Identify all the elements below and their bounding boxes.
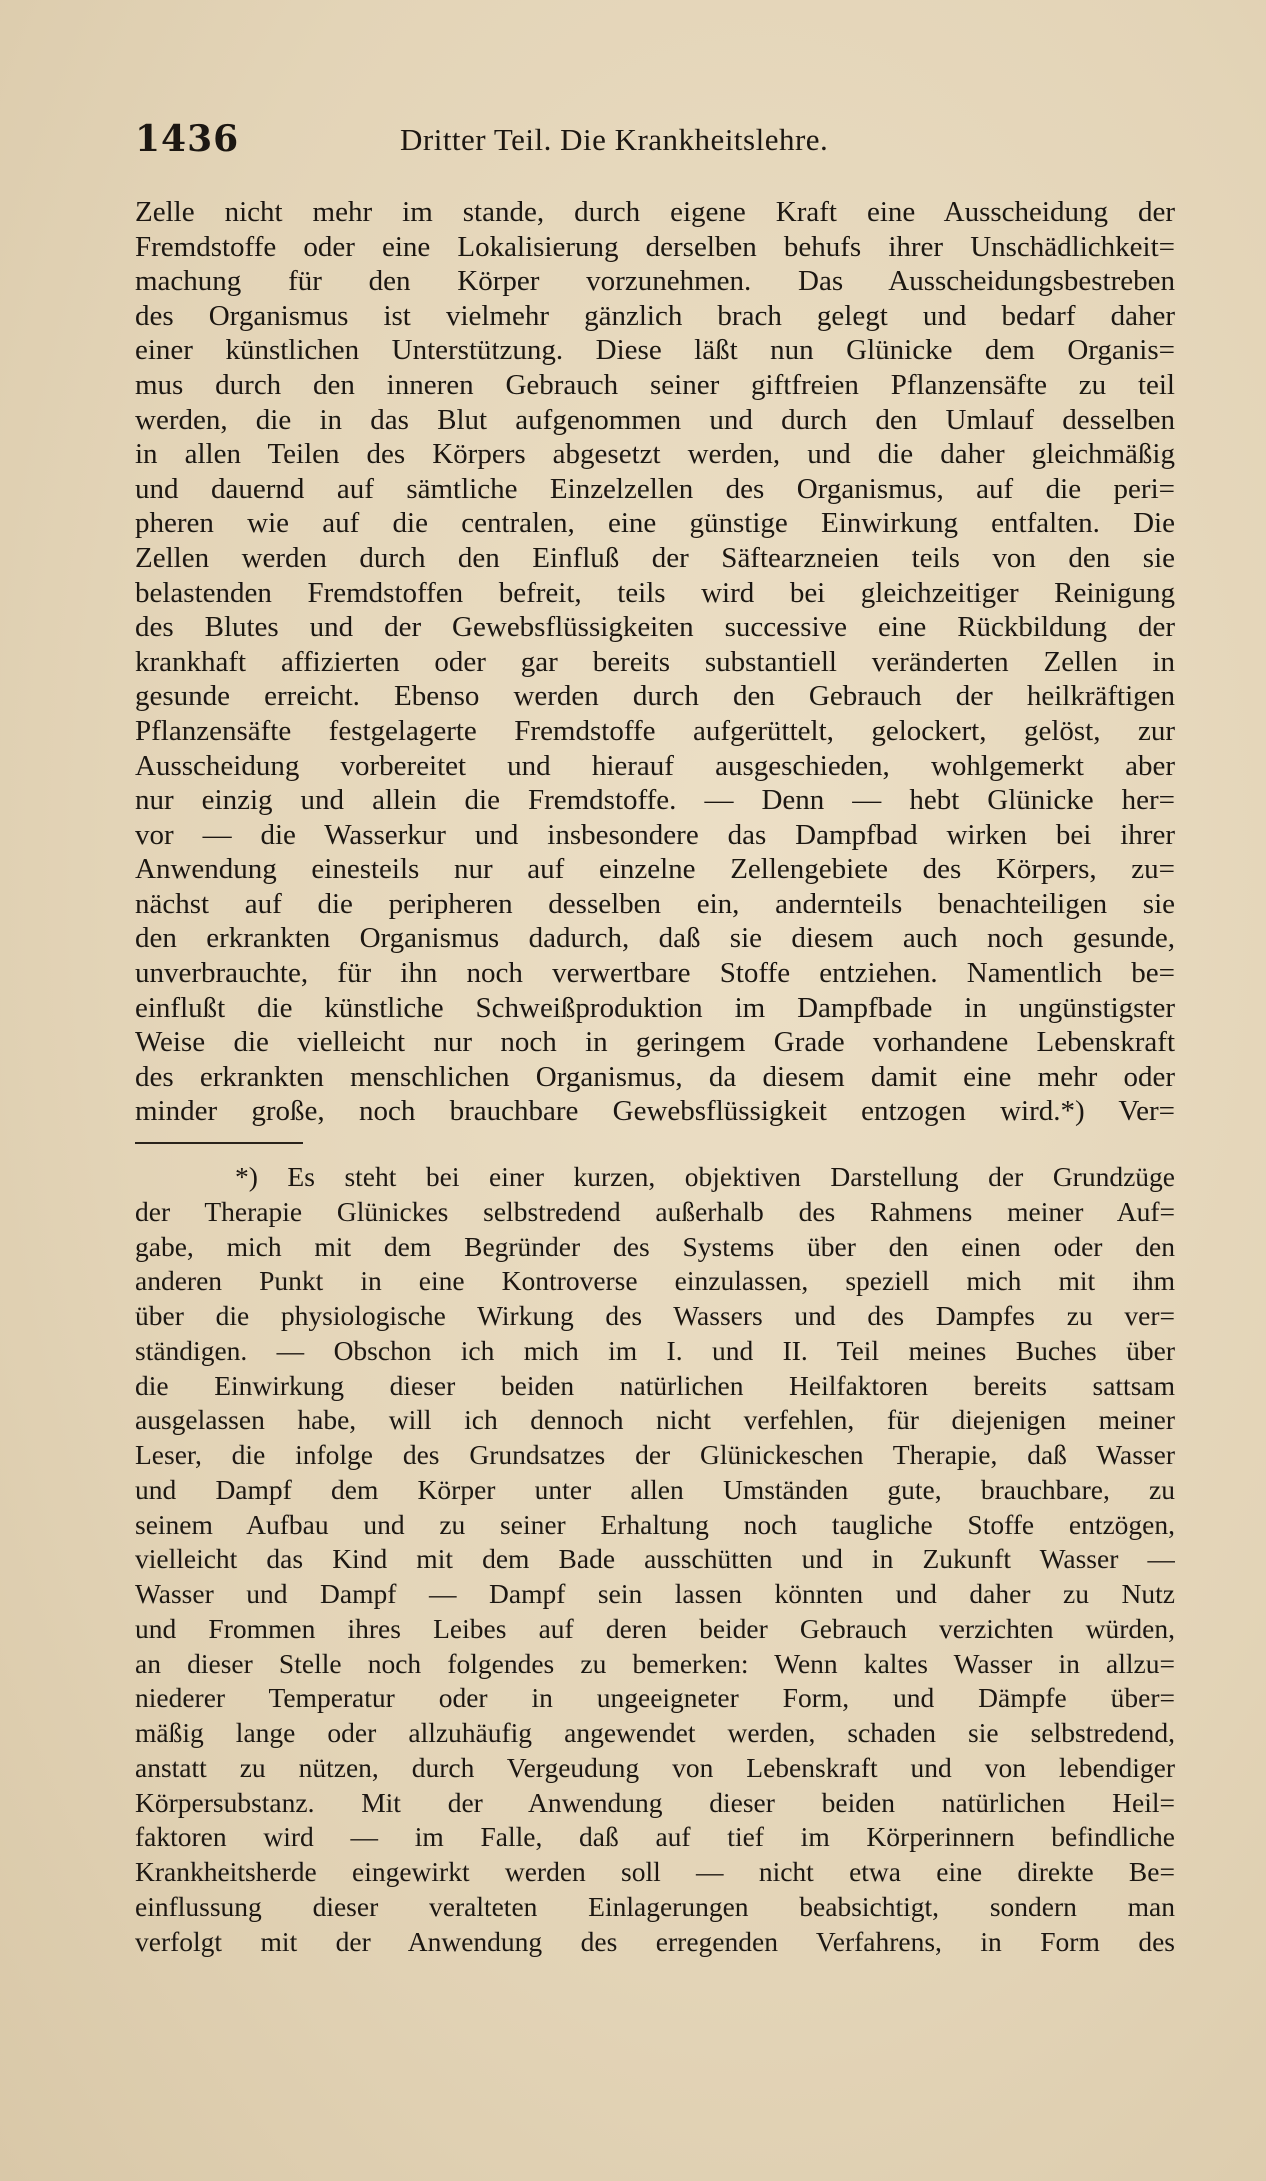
text-line: vor — die Wasserkur und insbesondere das Dampfbad wirken bei ihrer xyxy=(135,818,1175,851)
footnote-line: ausgelassen habe, will ich dennoch nicht verfehlen, für diejenigen meiner xyxy=(135,1404,1175,1436)
footnote-line: der Therapie Glünickes selbstredend außerhalb des Rahmens meiner Auf= xyxy=(135,1195,1175,1227)
footnote-line: seinem Aufbau und zu seiner Erhaltung noch taugliche Stoffe entzögen, xyxy=(135,1508,1175,1540)
text-line: Zellen werden durch den Einfluß der Säftearzneien teils von den sie xyxy=(135,541,1175,574)
footnote-line: verfolgt mit der Anwendung des erregenden Verfahrens, in Form des xyxy=(135,1925,1175,1957)
text-line: Zelle nicht mehr im stande, durch eigene Kraft eine Ausscheidung der xyxy=(135,196,1175,228)
text-line: machung für den Körper vorzunehmen. Das Ausscheidungsbestreben xyxy=(135,265,1175,298)
text-line: Anwendung einesteils nur auf einzelne Zellengebiete des Körpers, zu= xyxy=(135,853,1175,886)
text-line: pheren wie auf die centralen, eine günstige Einwirkung entfalten. Die xyxy=(135,507,1175,540)
footnote-line: *) Es steht bei einer kurzen, objektiven Darstellung der Grundzüge xyxy=(235,1161,1175,1192)
text-line: und dauernd auf sämtliche Einzelzellen des Organismus, auf die peri= xyxy=(135,472,1175,505)
running-head: Dritter Teil. Die Krankheitslehre. xyxy=(400,122,829,157)
footnote-line: anstatt zu nützen, durch Vergeudung von Lebenskraft und von lebendiger xyxy=(135,1751,1175,1783)
footnote-line: an dieser Stelle noch folgendes zu bemerken: Wenn kaltes Wasser in allzu= xyxy=(135,1647,1175,1679)
footnote-line: faktoren wird — im Falle, daß auf tief im Körperinnern befindliche xyxy=(135,1821,1175,1853)
text-line: einer künstlichen Unterstützung. Diese läßt nun Glünicke dem Organis= xyxy=(135,334,1175,367)
footnote-line: und Dampf dem Körper unter allen Umständen gute, brauchbare, zu xyxy=(135,1473,1175,1505)
footnote-line: vielleicht das Kind mit dem Bade ausschütten und in Zukunft Wasser — xyxy=(135,1543,1175,1575)
footnote-line: Körpersubstanz. Mit der Anwendung dieser beiden natürlichen Heil= xyxy=(135,1786,1175,1818)
text-line: mus durch den inneren Gebrauch seiner giftfreien Pflanzensäfte zu teil xyxy=(135,368,1175,401)
text-line: gesunde erreicht. Ebenso werden durch den Gebrauch der heilkräftigen xyxy=(135,680,1175,713)
footnote-block xyxy=(135,1160,1175,1959)
text-line: minder große, noch brauchbare Gewebsflüssigkeit entzogen wird.*) Ver= xyxy=(135,1095,1175,1128)
text-line: des Organismus ist vielmehr gänzlich brach gelegt und bedarf daher xyxy=(135,299,1175,332)
footnote-line: gabe, mich mit dem Begründer des Systems über den einen oder den xyxy=(135,1230,1175,1262)
text-line: des erkrankten menschlichen Organismus, da diesem damit eine mehr oder xyxy=(135,1060,1175,1093)
text-line: nur einzig und allein die Fremdstoffe. — Denn — hebt Glünicke her= xyxy=(135,784,1175,817)
text-line: Pflanzensäfte festgelagerte Fremdstoffe aufgerüttelt, gelockert, gelöst, zur xyxy=(135,714,1175,747)
footnote-line: die Einwirkung dieser beiden natürlichen Heilfaktoren bereits sattsam xyxy=(135,1369,1175,1401)
footnote-line: einflussung dieser veralteten Einlagerungen beabsichtigt, sondern man xyxy=(135,1890,1175,1922)
page-header xyxy=(135,118,1175,162)
footnote-line: Leser, die infolge des Grundsatzes der Glünickeschen Therapie, daß Wasser xyxy=(135,1439,1175,1470)
text-line: krankhaft affizierten oder gar bereits substantiell veränderten Zellen in xyxy=(135,645,1175,678)
footnote-line: über die physiologische Wirkung des Wassers und des Dampfes zu ver= xyxy=(135,1300,1175,1331)
text-line: Ausscheidung vorbereitet und hierauf ausgeschieden, wohlgemerkt aber xyxy=(135,749,1175,782)
text-line: belastenden Fremdstoffen befreit, teils wird bei gleichzeitiger Reinigung xyxy=(135,576,1175,609)
text-line: Weise die vielleicht nur noch in geringem Grade vorhandene Lebenskraft xyxy=(135,1026,1175,1059)
text-line: unverbrauchte, für ihn noch verwertbare Stoffe entziehen. Namentlich be= xyxy=(135,957,1175,990)
text-line: in allen Teilen des Körpers abgesetzt werden, und die daher gleichmäßig xyxy=(135,438,1175,471)
text-line: nächst auf die peripheren desselben ein, andernteils benachteiligen sie xyxy=(135,887,1175,920)
footnote-line: ständigen. — Obschon ich mich im I. und II. Teil meines Buches über xyxy=(135,1334,1175,1366)
footnote-divider xyxy=(135,1142,303,1144)
text-line: des Blutes und der Gewebsflüssigkeiten successive eine Rückbildung der xyxy=(135,611,1175,644)
footnote-line: Krankheitsherde eingewirkt werden soll — nicht etwa eine direkte Be= xyxy=(135,1856,1175,1887)
text-line: werden, die in das Blut aufgenommen und durch den Umlauf desselben xyxy=(135,403,1175,436)
page-number: 1436 xyxy=(135,118,240,160)
footnote-line: mäßig lange oder allzuhäufig angewendet werden, schaden sie selbstredend, xyxy=(135,1717,1175,1748)
footnote-line: Wasser und Dampf — Dampf sein lassen könnten und daher zu Nutz xyxy=(135,1578,1175,1609)
main-text-block xyxy=(135,195,1175,1129)
text-line: den erkrankten Organismus dadurch, daß sie diesem auch noch gesunde, xyxy=(135,922,1175,955)
text-line: einflußt die künstliche Schweißproduktion im Dampfbade in ungünstigster xyxy=(135,991,1175,1024)
footnote-line: anderen Punkt in eine Kontroverse einzulassen, speziell mich mit ihm xyxy=(135,1265,1175,1297)
footnote-line: niederer Temperatur oder in ungeeigneter Form, und Dämpfe über= xyxy=(135,1682,1175,1714)
footnote-line: und Frommen ihres Leibes auf deren beider Gebrauch verzichten würden, xyxy=(135,1612,1175,1644)
text-line: Fremdstoffe oder eine Lokalisierung derselben behufs ihrer Unschädlichkeit= xyxy=(135,230,1175,263)
